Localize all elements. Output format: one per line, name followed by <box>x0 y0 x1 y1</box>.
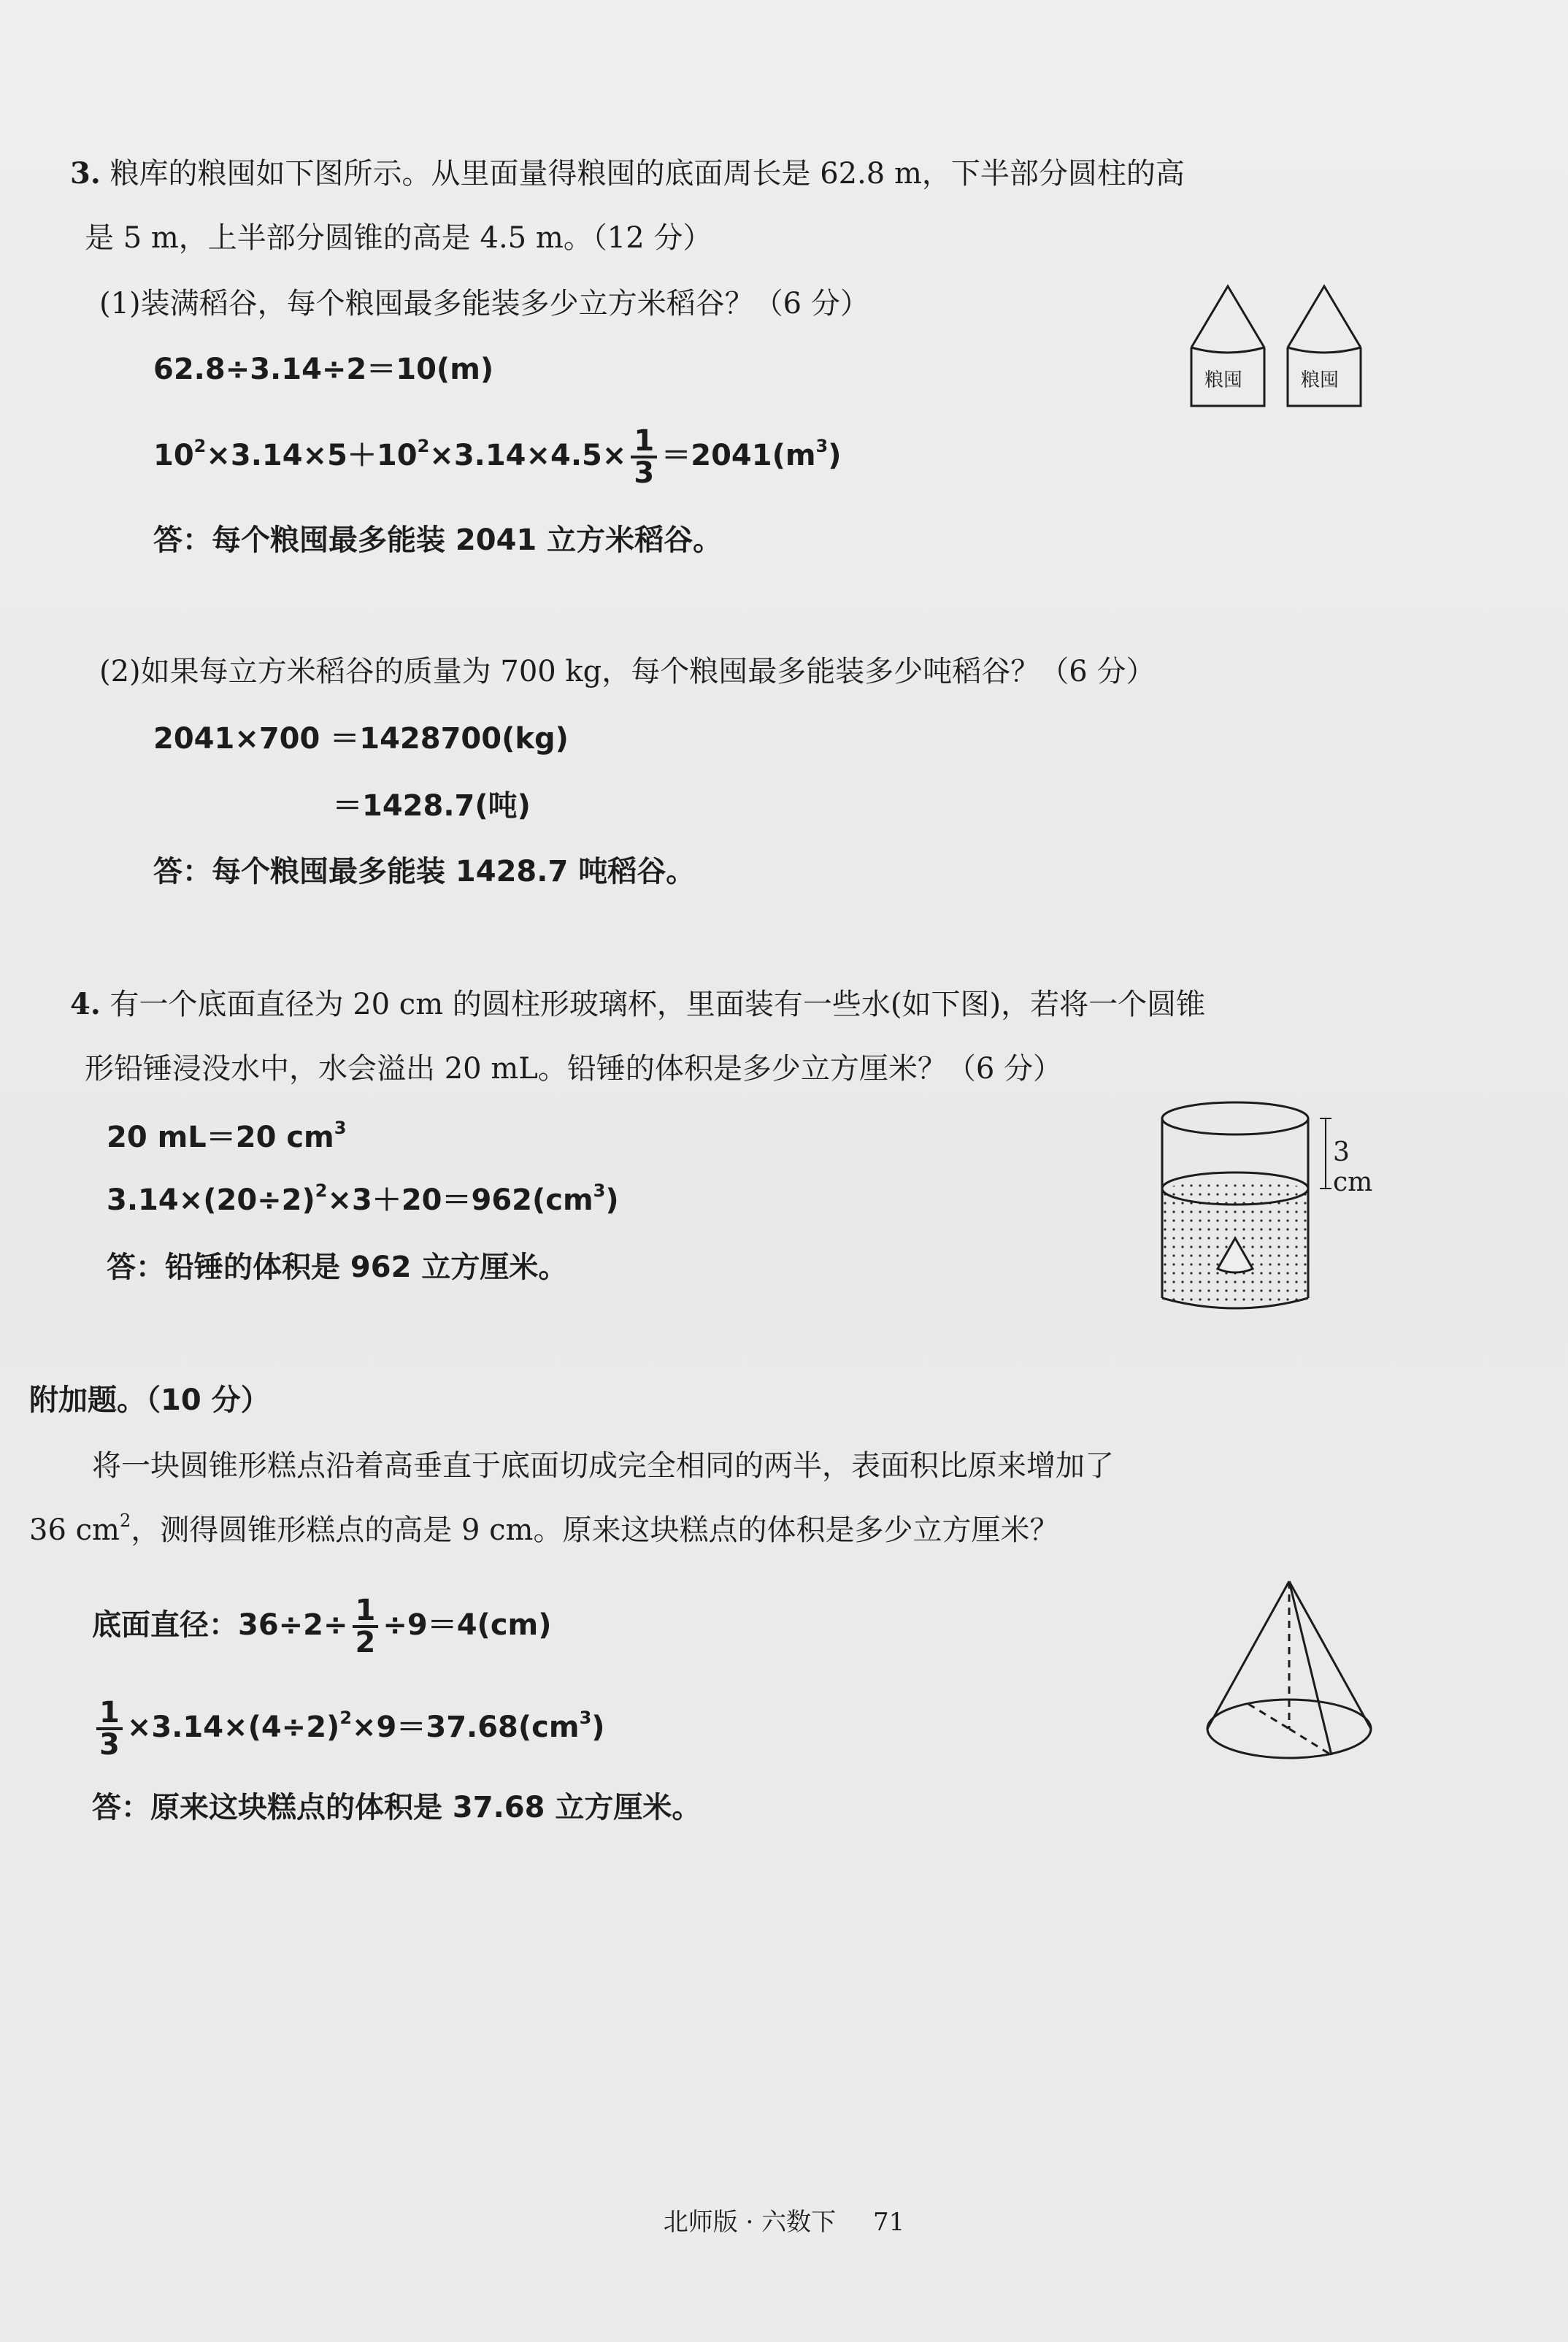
bonus-step2-frac-num: 1 <box>96 1698 123 1730</box>
bonus-step2-exp-b: 3 <box>579 1708 592 1728</box>
q4-stem-line2: 形铅锤浸没水中，水会溢出 20 mL。铅锤的体积是多少立方厘米？（6 分） <box>85 1052 1062 1086</box>
granary-label-left: 粮囤 <box>1204 369 1243 391</box>
page-footer <box>0 2202 1568 2238</box>
bonus-step1-fraction <box>353 1596 379 1657</box>
bonus-step2-fraction <box>96 1696 123 1762</box>
q3-part1-frac-num: 1 <box>631 426 657 458</box>
q3-part2-step1: 2041×700 ＝1428700(kg) <box>153 722 569 756</box>
bonus-stem-2b: ，测得圆锥形糕点的高是 9 cm。原来这块糕点的体积是多少立方厘米？ <box>131 1513 1059 1547</box>
q3-part2-answer: 答：每个粮囤最多能装 1428.7 吨稻谷。 <box>153 855 696 888</box>
q4-step2-b: ×3＋20＝962(cm <box>327 1183 593 1217</box>
q3-part1-question: (1)装满稻谷，每个粮囤最多能装多少立方米稻谷？（6 分） <box>99 287 869 320</box>
bonus-step2-close: ) <box>591 1711 605 1744</box>
q4-step2-close: ) <box>605 1183 619 1217</box>
footer-page-number: 71 <box>872 2208 905 2237</box>
q3-part1-step2-a: ×3.14×5＋10 <box>206 439 418 472</box>
q3-stem-line1 <box>70 153 1185 194</box>
bonus-stem-2a: 36 cm <box>29 1513 120 1547</box>
bonus-stem-exp: 2 <box>119 1510 131 1531</box>
bonus-title <box>29 1380 270 1421</box>
bonus-stem-line2 <box>29 1510 1058 1551</box>
q3-part1-step1: 62.8÷3.14÷2＝10(m) <box>153 353 494 386</box>
q3-stem-line2: 是 5 m，上半部分圆锥的高是 4.5 m。（12 分） <box>85 221 712 255</box>
bonus-answer: 答：原来这块糕点的体积是 37.68 立方厘米。 <box>92 1791 702 1824</box>
q4-stem-line1 <box>70 984 1205 1025</box>
q3-stem-text1: 粮库的粮囤如下图所示。从里面量得粮囤的底面周长是 62.8 m，下半部分圆柱的高 <box>109 157 1185 191</box>
granary-figure <box>1183 277 1372 426</box>
footer-edition: 北师版 · 六数下 <box>663 2208 837 2237</box>
bonus-step1 <box>92 1596 552 1657</box>
q3-part2-step2: ＝1428.7(吨) <box>333 789 531 823</box>
bonus-step2-exp-a: 2 <box>339 1708 353 1728</box>
q4-step1 <box>107 1117 346 1158</box>
q3-part1-exp-a: 2 <box>193 436 207 456</box>
cone-figure <box>1197 1570 1387 1777</box>
bonus-step2-a: ×3.14×(4÷2) <box>126 1711 340 1744</box>
bonus-step2-b: ×9＝37.68(cm <box>352 1711 580 1744</box>
q3-part1-answer: 答：每个粮囤最多能装 2041 立方米稻谷。 <box>153 523 723 557</box>
q4-step1-text: 20 mL＝20 cm <box>107 1121 334 1154</box>
q3-part1-close: ) <box>828 439 842 472</box>
q3-number: 3. <box>70 156 101 191</box>
q4-step2-exp-b: 3 <box>593 1180 606 1201</box>
bonus-step1-a: 底面直径：36÷2÷ <box>92 1608 348 1642</box>
q4-step1-exp: 3 <box>334 1118 347 1138</box>
glass-figure <box>1153 1095 1372 1332</box>
bonus-title-text: 附加题。（10 分） <box>29 1383 270 1417</box>
q4-step2-exp-a: 2 <box>315 1180 328 1201</box>
q3-part1-step2-b: ×3.14×4.5× <box>429 439 627 472</box>
q4-step2-a: 3.14×(20÷2) <box>107 1183 315 1217</box>
bonus-step1-b: ÷9＝4(cm) <box>383 1608 552 1642</box>
q3-part1-exp-c: 3 <box>815 436 829 456</box>
glass-height-label: 3 cm <box>1333 1137 1373 1197</box>
bonus-stem-line1: 将一块圆锥形糕点沿着高垂直于底面切成完全相同的两半，表面积比原来增加了 <box>92 1449 1114 1483</box>
q3-part1-step2 <box>153 426 842 488</box>
q3-part1-step2-base: 10 <box>153 439 194 472</box>
q4-answer: 答：铅锤的体积是 962 立方厘米。 <box>107 1251 568 1284</box>
q3-part1-step2-result: ＝2041(m <box>661 439 816 472</box>
bonus-step2-frac-den: 3 <box>99 1728 120 1762</box>
q3-part2-question: (2)如果每立方米稻谷的质量为 700 kg，每个粮囤最多能装多少吨稻谷？（6 分） <box>99 655 1156 688</box>
q3-part1-exp-b: 2 <box>417 436 430 456</box>
q3-part1-frac-den: 3 <box>634 456 655 490</box>
granary-label-right: 粮囤 <box>1301 369 1340 391</box>
bonus-step2 <box>92 1696 605 1762</box>
q4-step2 <box>107 1180 619 1221</box>
q3-part1-fraction <box>631 426 657 488</box>
q4-stem-text1: 有一个底面直径为 20 cm 的圆柱形玻璃杯，里面装有一些水(如下图)，若将一个圆锥 <box>109 988 1206 1021</box>
q4-number: 4. <box>70 987 101 1021</box>
bonus-step1-frac-den: 2 <box>355 1626 376 1659</box>
bonus-step1-frac-num: 1 <box>353 1596 379 1628</box>
